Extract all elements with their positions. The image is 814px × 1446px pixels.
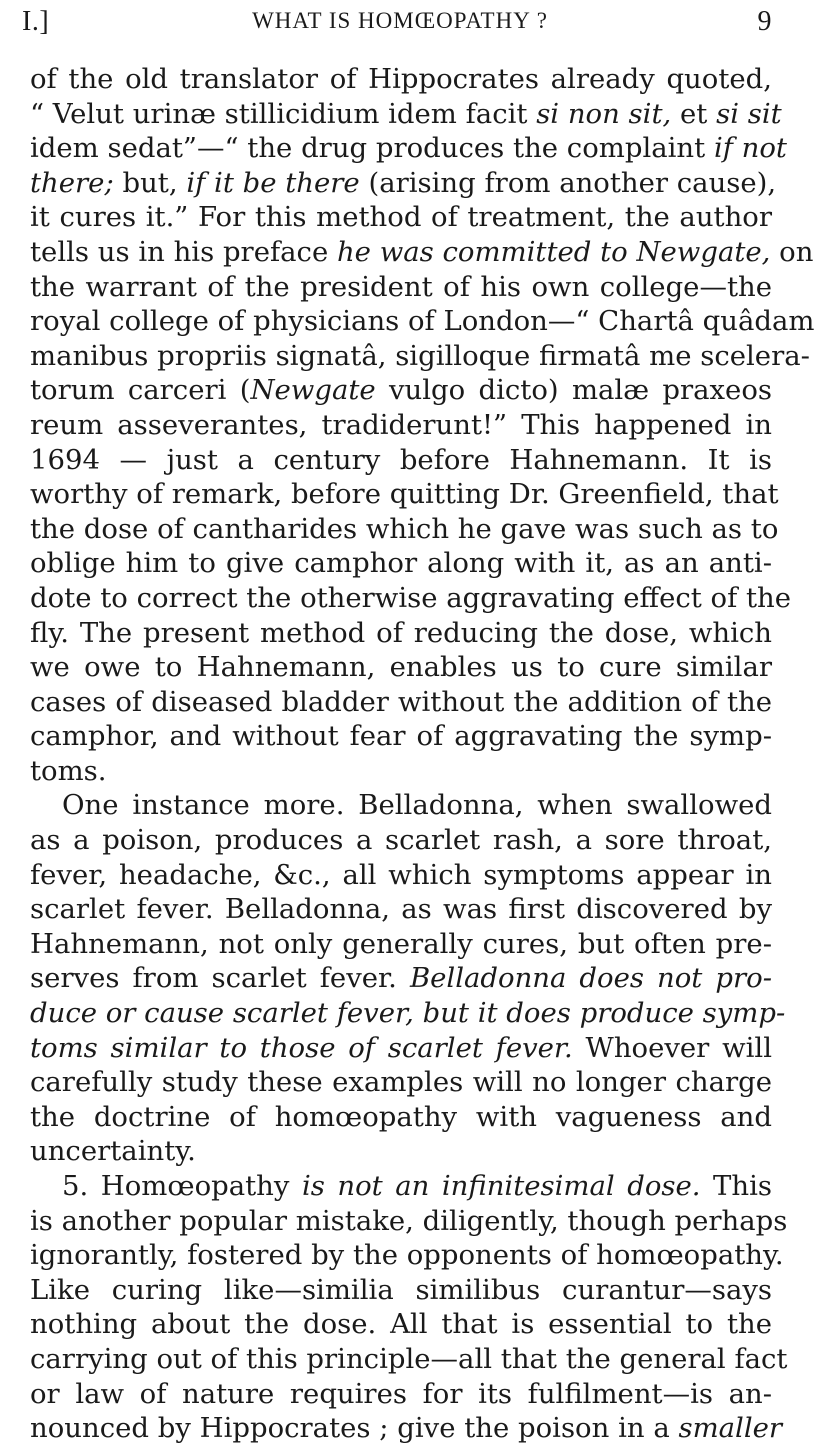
text-run: (arising from another cause), [359, 166, 777, 199]
italic-text: Newgate [250, 374, 376, 407]
text-run: of the old translator of Hippocrates already quoted, [30, 63, 772, 95]
body-text [30, 62, 814, 1446]
text-line [30, 443, 772, 478]
text-run: toms. [30, 754, 107, 787]
text-line [30, 927, 772, 962]
text-line [30, 1031, 772, 1066]
text-run: royal college of physicians of London—“ Chartâ quâdam [30, 305, 814, 338]
text-run: Whoever will [572, 1031, 772, 1064]
text-run: fly. The present method of reducing the dose, which [30, 616, 772, 649]
text-run: is another popular mistake, diligently, though perhaps [30, 1204, 788, 1237]
text-line [30, 823, 772, 858]
italic-text: is not an infinitesimal dose. [301, 1170, 701, 1202]
text-run: cases of diseased bladder without the addition of the [30, 685, 772, 718]
text-run: reum asseverantes, tradiderunt!” This happened in [30, 408, 772, 441]
text-run: worthy of remark, before quitting Dr. Greenfield, that [30, 478, 779, 511]
italic-text: Belladonna does not pro- [409, 962, 773, 995]
text-line [30, 270, 772, 305]
text-run: we owe to Hahnemann, enables us to cure similar [30, 651, 772, 684]
text-run: 5. Homœopathy [62, 1170, 302, 1202]
italic-text: si sit [716, 97, 782, 130]
text-line [30, 719, 772, 754]
text-run: or law of nature requires for its fulfilment—is an- [30, 1377, 772, 1410]
text-run: the doctrine of homœopathy with vagueness and [30, 1100, 772, 1133]
text-run: the dose of cantharides which he gave was such as to [30, 512, 779, 545]
text-line [30, 339, 810, 374]
text-line [30, 858, 772, 893]
text-run: et [671, 97, 717, 130]
text-line [30, 754, 772, 789]
text-line [30, 1411, 783, 1446]
text-line [30, 1065, 772, 1100]
text-run: Like curing like—similia similibus curantur—says [30, 1273, 772, 1306]
text-line [30, 892, 772, 927]
text-run: serves from scarlet fever. [30, 962, 410, 995]
text-line [30, 408, 772, 443]
text-line [30, 996, 786, 1031]
italic-text: smaller [678, 1412, 783, 1445]
text-line [30, 650, 772, 685]
running-head [22, 6, 778, 46]
running-title: WHAT IS HOMŒOPATHY ? [252, 8, 548, 33]
text-run: ignorantly, fostered by the opponents of homœopathy. [30, 1239, 784, 1272]
text-run: carrying out of this principle—all that the general fact [30, 1342, 788, 1375]
text-line [30, 477, 779, 512]
text-run: the warrant of the president of his own college—the [30, 270, 772, 303]
text-line [30, 616, 772, 651]
chapter-marker: I.] [22, 6, 50, 37]
text-line [30, 788, 772, 823]
text-line [30, 235, 814, 270]
italic-text: there; [30, 166, 114, 199]
page-number: 9 [757, 6, 772, 37]
italic-text: duce or cause scarlet fever, but it does produce symp- [30, 997, 786, 1030]
text-run: as a poison, produces a scarlet rash, a sore throat, [30, 824, 772, 857]
text-line [30, 1342, 788, 1377]
italic-text: si non sit, [536, 97, 672, 130]
text-line [30, 97, 782, 132]
text-run: scarlet fever. Belladonna, as was first discovered by [30, 893, 772, 926]
text-line [30, 546, 772, 581]
text-line [30, 373, 772, 408]
text-line [30, 166, 777, 201]
text-line [30, 1134, 772, 1169]
text-line [30, 1169, 772, 1204]
text-run: Hahnemann, not only generally cures, but often pre- [30, 927, 772, 960]
text-run: nothing about the dose. All that is essential to the [30, 1308, 772, 1341]
text-run: “ Velut urinæ stillicidium idem facit [30, 97, 537, 130]
text-run: camphor, and without fear of aggravating the symp- [30, 720, 772, 753]
text-line [30, 1204, 788, 1239]
text-run: manibus propriis signatâ, sigilloque firmatâ me scelera- [30, 339, 810, 372]
text-line [30, 131, 787, 166]
text-run: uncertainty. [30, 1135, 196, 1168]
text-run: but, [113, 166, 187, 199]
text-line [30, 1307, 772, 1342]
text-line [30, 685, 772, 720]
text-run: on [770, 235, 814, 268]
text-run: vulgo dicto) malæ praxeos [375, 374, 772, 407]
text-run: carefully study these examples will no longer charge [30, 1066, 772, 1099]
text-line [30, 62, 772, 97]
italic-text: toms similar to those of scarlet fever. [30, 1031, 573, 1064]
text-run: fever, headache, &c., all which symptoms appear in [30, 858, 772, 891]
text-line [30, 512, 779, 547]
text-run: it cures it.” For this method of treatment, the author [30, 201, 772, 234]
text-line [30, 961, 772, 996]
text-run: nounced by Hippocrates ; give the poison in a [30, 1412, 679, 1445]
text-run: This [700, 1170, 772, 1202]
text-run: 1694 — just a century before Hahnemann. It is [30, 443, 772, 476]
text-run: dote to correct the otherwise aggravating effect of the [30, 581, 792, 614]
text-run: oblige him to give camphor along with it, as an anti- [30, 547, 772, 580]
text-line [30, 1377, 772, 1412]
text-run: torum carceri ( [30, 374, 251, 407]
italic-text: if it be there [186, 166, 360, 199]
text-line [30, 1238, 784, 1273]
italic-text: if not [713, 132, 787, 165]
text-line [30, 1100, 772, 1135]
text-line [30, 200, 772, 235]
text-line [30, 1273, 772, 1308]
text-line [30, 581, 792, 616]
text-run: One instance more. Belladonna, when swallowed [62, 789, 772, 822]
text-run: idem sedat”—“ the drug produces the complaint [30, 132, 714, 165]
text-run: tells us in his preface [30, 235, 337, 268]
text-line [30, 304, 814, 339]
italic-text: he was committed to Newgate, [336, 235, 771, 268]
